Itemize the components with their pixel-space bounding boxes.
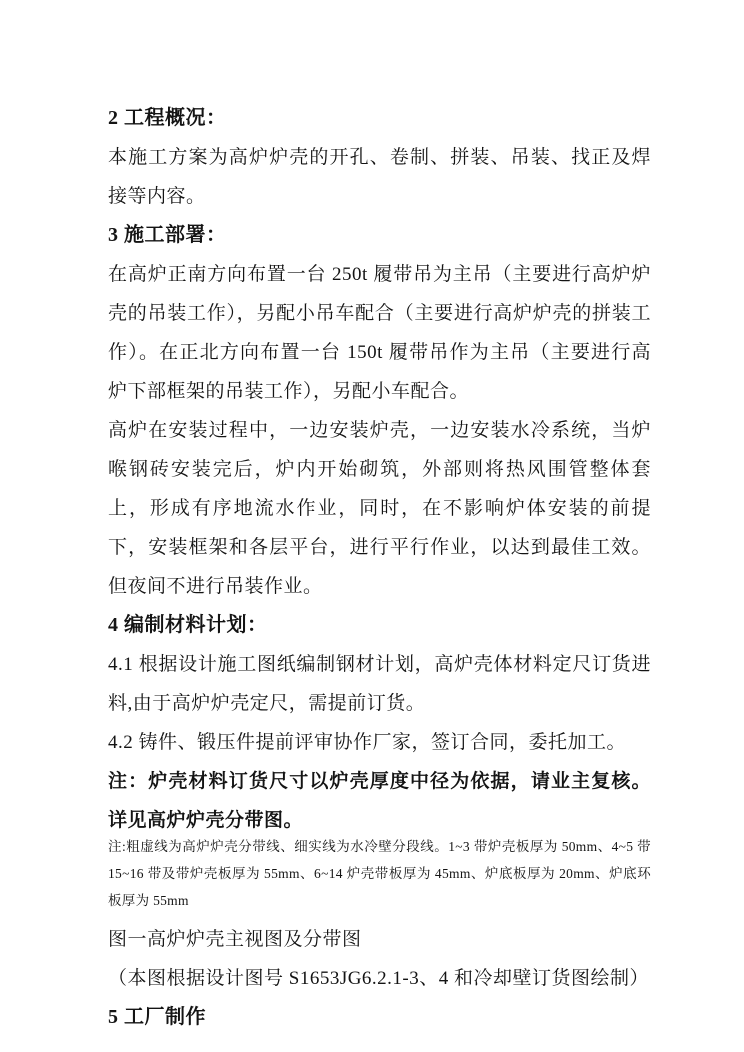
paragraph-4-2-castings: 4.2 铸件、锻压件提前评审协作厂家，签订合同，委托加工。 bbox=[108, 732, 627, 753]
section-heading-2-project-overview: 2 工程概况： bbox=[108, 107, 227, 129]
figure-caption-furnace-shell-view: 图一高炉炉壳主视图及分带图 bbox=[108, 929, 362, 950]
section-heading-3-construction-plan: 3 施工部署： bbox=[108, 224, 227, 246]
section-heading-5-factory-fabrication: 5 工厂制作 bbox=[108, 1006, 206, 1028]
section-heading-4-material-plan: 4 编制材料计划： bbox=[108, 614, 268, 636]
small-note-plate-thickness: 注:粗虚线为高炉炉壳分带线、细实线为水冷壁分段线。1~3 带炉壳板厚为 50mm、4~5 带 15~16 带及带炉壳板厚为 55mm、6~14 炉壳带板厚为 45mm、炉底板厚为 20mm、炉底环板厚为 55mm bbox=[108, 839, 651, 908]
paragraph-installation-sequence: 高炉在安装过程中，一边安装炉壳，一边安装水冷系统，当炉喉钢砖安装完后，炉内开始砌筑，外部则将热风围管整体套上，形成有序地流水作业，同时，在不影响炉体安装的前提下，安装框架和各层平台，进行平行作业，以达到最佳工效。但夜间不进行吊装作业。 bbox=[108, 420, 651, 597]
paragraph-4-1-steel-plan: 4.1 根据设计施工图纸编制钢材计划，高炉壳体材料定尺订货进料,由于高炉炉壳定尺，需提前订货。 bbox=[108, 654, 651, 714]
bold-note-ordering-dimensions: 注：炉壳材料订货尺寸以炉壳厚度中径为依据，请业主复核。详见高炉炉壳分带图。 bbox=[108, 771, 651, 831]
paragraph-crane-arrangement: 在高炉正南方向布置一台 250t 履带吊为主吊（主要进行高炉炉壳的吊装工作），另配小吊车配合（主要进行高炉炉壳的拼装工作）。在正北方向布置一台 150t 履带吊作为主吊（主要进行高炉下部框架的吊装工作），另配小车配合。 bbox=[108, 264, 651, 402]
paragraph-project-overview: 本施工方案为高炉炉壳的开孔、卷制、拼装、吊装、找正及焊接等内容。 bbox=[108, 147, 651, 207]
figure-source-drawing-number: （本图根据设计图号 S1653JG6.2.1-3、4 和冷却壁订货图绘制） bbox=[108, 968, 650, 989]
